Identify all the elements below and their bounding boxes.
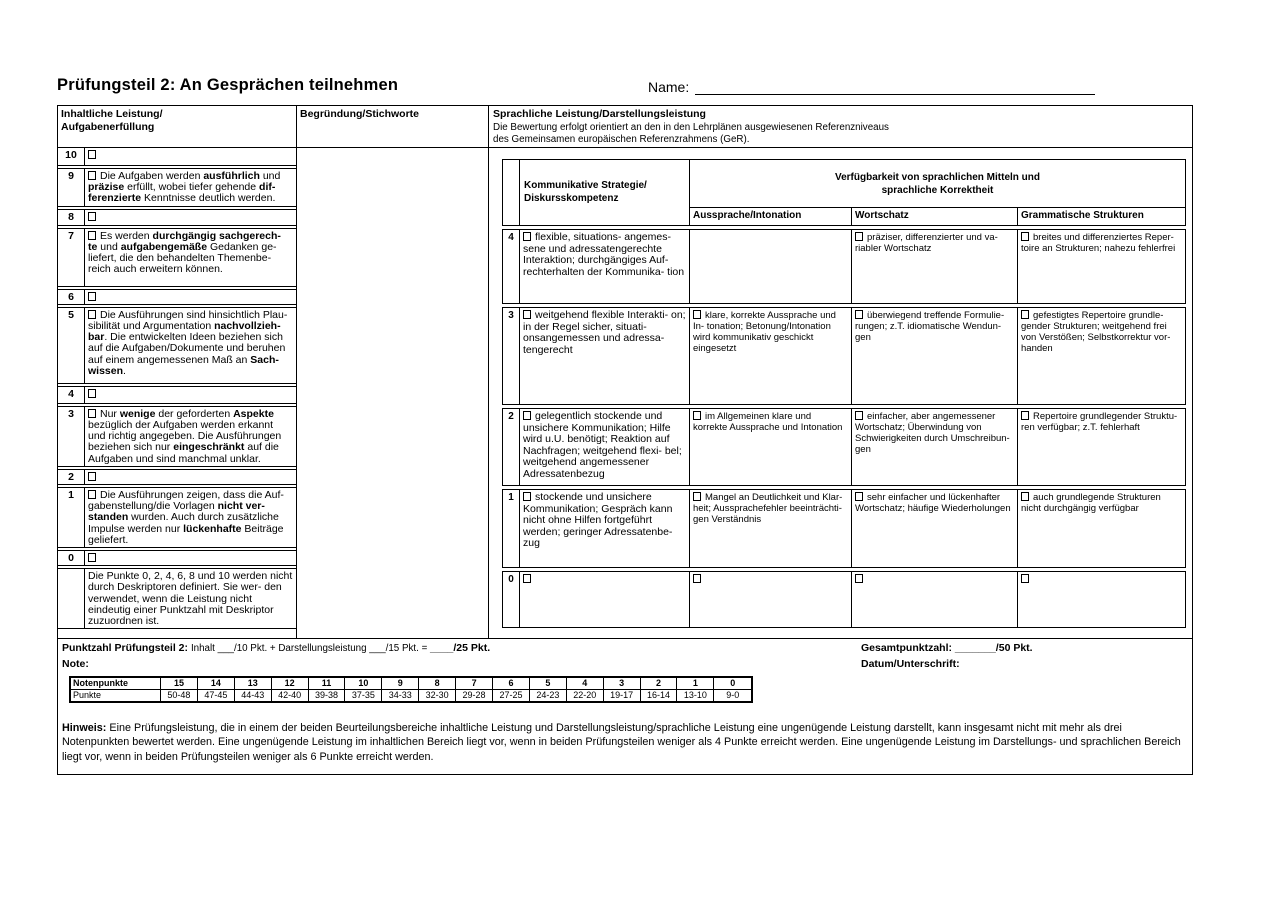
- descriptor-cell: [85, 569, 296, 628]
- grade-cell: 8: [419, 678, 456, 689]
- grammatik-cell: [1018, 308, 1185, 404]
- inhalt-row-7: [58, 228, 296, 287]
- grade-cell: 0: [730, 678, 736, 688]
- grade-cell: 24-23: [530, 690, 567, 701]
- kommunikative-cell: [520, 308, 690, 404]
- grade-cell: 50-48: [161, 690, 198, 701]
- grammatik-cell: [1018, 490, 1185, 567]
- grade-cell: 11: [309, 678, 346, 689]
- grammatik-cell: [1018, 230, 1185, 303]
- header-subtext: [493, 122, 1188, 146]
- checkbox-icon[interactable]: [693, 492, 701, 501]
- points-cell: 7: [58, 229, 85, 286]
- descriptor-text: Die Aufgaben werden ausführlich und präzise erfüllt, wobei tiefer gehende dif- ferenzierte Kenntnisse deutlich werden.: [88, 170, 281, 205]
- inhaltliche-leistung-header: [58, 106, 297, 147]
- points-cell: 0: [503, 572, 520, 627]
- grade-cell: 5: [530, 678, 567, 689]
- hinweis-paragraph: Hinweis: Eine Prüfungsleistung, die in einem der beiden Beurteilungsbereiche inhaltliche Leistung und Darstellungsleistung/sprachliche Leistung eine ungenügende Leistung darstellt, kann insgesamt nicht mit mehr als drei Notenpunkten bewertet werden. Eine ungenügende Leistung im inhaltlichen Bereich liegt vor, wenn in beiden Prüfungsteilen weniger als 4 Punkte erreicht werden. Eine ungenügende Leistung im Darstellungs- und sprachlichen Bereich liegt vor, wenn in beiden Prüfungsteilen weniger als 6 Punkte erreicht werden.: [62, 722, 1181, 763]
- checkbox-icon[interactable]: [1021, 310, 1029, 319]
- points-cell: 8: [58, 210, 85, 225]
- kommunikative-cell: [520, 409, 690, 485]
- subtext-line: des Gemeinsamen europäischen Referenzrahmens (GeR).: [493, 133, 750, 145]
- descriptor-text: auch grundlegende Strukturen nicht durchgängig verfügbar: [1021, 492, 1161, 514]
- sprachlich-table-header: [502, 159, 1186, 226]
- grade-cell: 19-17: [604, 690, 641, 701]
- grade-cell: 47-45: [198, 690, 235, 701]
- checkbox-icon[interactable]: [523, 574, 531, 583]
- aussprache-header: Aussprache/Intonation: [690, 208, 852, 225]
- notenpunkte-label: Notenpunkte: [71, 678, 161, 689]
- grade-cell: 6: [493, 678, 530, 689]
- checkbox-icon[interactable]: [1021, 574, 1029, 583]
- checkbox-icon[interactable]: [855, 232, 863, 241]
- descriptor-cell: [85, 488, 296, 547]
- checkbox-icon[interactable]: [523, 411, 531, 420]
- checkbox-icon[interactable]: [1021, 492, 1029, 501]
- form-footer: [58, 638, 1192, 774]
- punkte-label: Punkte: [71, 690, 161, 701]
- grade-cell: 42-40: [272, 690, 309, 701]
- descriptor-text: Die Ausführungen zeigen, dass die Auf- gabenstellung/die Vorlagen nicht ver- standen wurden. Auch durch zusätzliche Impulse werden nur lückenhafte Beiträge geliefert.: [88, 489, 284, 546]
- grade-cell: 14: [198, 678, 235, 689]
- sprachlich-row-3: [502, 307, 1186, 405]
- subtext-line: Die Bewertung erfolgt orientiert an den in den Lehrplänen ausgewiesenen Referenzniveaus: [493, 122, 889, 133]
- grade-cell: 1: [677, 678, 714, 689]
- descriptor-text: flexible, situations- angemes- sene und adressatengerechte Interaktion; durchgängiges Auf- rechterhalten der Kommunika- tion: [523, 231, 685, 278]
- grade-cell: 9-0: [726, 690, 740, 700]
- descriptor-cell: [85, 229, 296, 286]
- points-cell: 10: [58, 148, 85, 165]
- sprachliche-leistung-header: [489, 106, 1192, 147]
- aussprache-cell: [690, 308, 852, 404]
- grade-cell: 16-14: [641, 690, 678, 701]
- grade-cell: 10: [345, 678, 382, 689]
- kommunikative-strategie-header: [520, 160, 690, 225]
- inhalt-row-9: [58, 168, 296, 207]
- descriptor-text: überwiegend treffende Formulie- rungen; z.T. idiomatische Wendun- gen: [855, 310, 1005, 343]
- points-cell: 1: [503, 490, 520, 567]
- descriptor-cell: [85, 407, 296, 466]
- checkbox-icon[interactable]: [855, 411, 863, 420]
- inhalt-row-note: [58, 568, 296, 629]
- sprachliche-leistung-column: [489, 148, 1192, 638]
- checkbox-icon[interactable]: [855, 492, 863, 501]
- page-title: Prüfungsteil 2: An Gesprächen teilnehmen: [57, 76, 399, 94]
- inhalt-row-4: [58, 386, 296, 404]
- grade-cell: 22-20: [567, 690, 604, 701]
- inhalt-row-5: [58, 307, 296, 384]
- wortschatz-header: Wortschatz: [852, 208, 1018, 225]
- grade-cell: 7: [456, 678, 493, 689]
- checkbox-icon[interactable]: [693, 574, 701, 583]
- kommunikative-cell: [520, 490, 690, 567]
- descriptor-text: Die Ausführungen sind hinsichtlich Plau- sibilität und Argumentation nachvollzieh- bar. Die entwickelten Ideen beziehen sich auf die Aufgaben/Dokumente und beruhen auf einem angemessenen Maß an Sach- wissen.: [88, 308, 288, 377]
- grade-cell: 29-28: [456, 690, 493, 701]
- grade-cell: 44-43: [235, 690, 272, 701]
- points-cell: 1: [58, 488, 85, 547]
- checkbox-icon[interactable]: [855, 574, 863, 583]
- checkbox-icon[interactable]: [88, 150, 96, 159]
- descriptor-cell: [85, 290, 296, 304]
- header-line: sprachliche Korrektheit: [881, 184, 994, 196]
- grade-cell: 2: [641, 678, 678, 689]
- points-cell: 3: [503, 308, 520, 404]
- wortschatz-cell: [852, 308, 1018, 404]
- descriptor-text: breites und differenziertes Reper- toire an Strukturen; nahezu fehlerfrei: [1021, 232, 1176, 254]
- grade-cell: 13-10: [677, 690, 714, 701]
- name-line: [695, 81, 1095, 95]
- grade-cell: 15: [161, 678, 198, 689]
- checkbox-icon[interactable]: [88, 553, 96, 562]
- inhaltliche-leistung-column: [58, 148, 297, 638]
- header-line: Diskursskompetenz: [524, 192, 619, 204]
- checkbox-icon[interactable]: [1021, 411, 1029, 420]
- header-line: Kommunikative Strategie/: [524, 180, 647, 191]
- grade-cell: 9: [382, 678, 419, 689]
- points-header-cell: [503, 160, 520, 225]
- grammatik-cell: [1018, 572, 1185, 627]
- inhalt-row-6: [58, 289, 296, 305]
- checkbox-icon[interactable]: [693, 411, 701, 420]
- title-bar: [57, 76, 1193, 95]
- points-cell: 0: [58, 551, 85, 565]
- evaluation-table: [57, 105, 1193, 775]
- descriptor-cell: [85, 210, 296, 225]
- checkbox-icon[interactable]: [88, 231, 96, 240]
- verfuegbarkeit-header: [690, 160, 1185, 208]
- descriptor-cell: [85, 551, 296, 565]
- descriptor-text: gelegentlich stockende und unsichere Kommunikation; Hilfe wird u.U. benötigt; Reaktion auf Nachfragen; weitgehend flexi- bel; weitgehend angemessener Adressatenbezug: [523, 410, 682, 480]
- wortschatz-cell: [852, 490, 1018, 567]
- gesamtpunktzahl-line: Gesamtpunktzahl: _______/50 Pkt.: [861, 642, 1033, 654]
- descriptor-cell: [85, 169, 296, 206]
- checkbox-icon[interactable]: [88, 171, 96, 180]
- inhalt-row-1: [58, 487, 296, 548]
- checkbox-icon[interactable]: [88, 292, 96, 301]
- descriptor-cell: [85, 308, 296, 383]
- checkbox-icon[interactable]: [88, 389, 96, 398]
- descriptor-cell: [85, 148, 296, 165]
- kommunikative-cell: [520, 230, 690, 303]
- grade-cell: 37-35: [345, 690, 382, 701]
- descriptor-text: im Allgemeinen klare und korrekte Aussprache und Intonation: [693, 411, 843, 433]
- punktzahl-row: [58, 639, 1192, 654]
- wortschatz-cell: [852, 409, 1018, 485]
- descriptor-text: gefestigtes Repertoire grundle- gender Strukturen; weitgehend frei von Verstößen; Selbstkorrektur vor- handen: [1021, 310, 1171, 354]
- grade-cell: 32-30: [419, 690, 456, 701]
- checkbox-icon[interactable]: [523, 232, 531, 241]
- descriptor-text: Mangel an Deutlichkeit und Klar- heit; Aussprachefehler beeinträchti- gen Verständnis: [693, 492, 843, 525]
- notenpunkte-row: [71, 678, 751, 690]
- wortschatz-cell: [852, 230, 1018, 303]
- descriptor-text: Die Punkte 0, 2, 4, 6, 8 und 10 werden nicht durch Deskriptoren definiert. Sie wer- den verwendet, wenn die Leistung nicht eindeutig einer Punktzahl mit Deskriptor zuzuordnen ist.: [88, 570, 293, 628]
- descriptor-text: klare, korrekte Aussprache und In- tonation; Betonung/Intonation wird kommunikativ geschickt eingesetzt: [693, 310, 836, 354]
- descriptor-text: stockende und unsichere Kommunikation; Gespräch kann nicht ohne Hilfen fortgeführt werden; geringer Adressatenbe- zug: [523, 491, 673, 549]
- grade-conversion-table: [69, 676, 753, 703]
- punkte-row: [71, 690, 751, 701]
- descriptor-text: Nur wenige der geforderten Aspekte bezüglich der Aufgaben werden erkannt und richtig angegeben. Die Ausführungen beziehen sich nur eingeschränkt auf die Aufgaben und sind manchmal unklar.: [88, 407, 282, 465]
- grammatik-cell: [1018, 409, 1185, 485]
- sprachlich-row-2: [502, 408, 1186, 486]
- descriptor-text: einfacher, aber angemessener Wortschatz; Überwindung von Schwierigkeiten durch Umschreibun- gen: [855, 411, 1010, 455]
- aussprache-cell: [690, 572, 852, 627]
- points-cell: [58, 569, 85, 628]
- datum-unterschrift-label: Datum/Unterschrift:: [861, 658, 960, 670]
- grade-cell: 39-38: [309, 690, 346, 701]
- checkbox-icon[interactable]: [88, 310, 96, 319]
- points-cell: 4: [58, 387, 85, 403]
- aussprache-cell: [690, 490, 852, 567]
- grade-cell: 27-25: [493, 690, 530, 701]
- descriptor-cell: [85, 387, 296, 403]
- grade-cell: 4: [567, 678, 604, 689]
- inhalt-row-0: [58, 550, 296, 566]
- header-line: Verfügbarkeit von sprachlichen Mitteln und: [834, 171, 1041, 183]
- table-body: [58, 148, 1192, 638]
- descriptor-text: weitgehend flexible Interakti- on; in der Regel sicher, situati- onsangemessen und adressa- tengerecht: [523, 309, 686, 356]
- wortschatz-cell: [852, 572, 1018, 627]
- grade-cell: 34-33: [382, 690, 419, 701]
- sprachlich-row-1: [502, 489, 1186, 568]
- subcolumn-headers: [690, 208, 1185, 225]
- descriptor-text: Repertoire grundlegender Struktu- ren verfügbar; z.T. fehlerhaft: [1021, 411, 1178, 433]
- descriptor-text: präziser, differenzierter und va- riabler Wortschatz: [855, 232, 998, 254]
- grade-cell: 12: [272, 678, 309, 689]
- inhalt-row-3: [58, 406, 296, 467]
- grade-cell: 13: [235, 678, 272, 689]
- descriptor-text: sehr einfacher und lückenhafter Wortschatz; häufige Wiederholungen: [855, 492, 1011, 514]
- checkbox-icon[interactable]: [693, 310, 701, 319]
- checkbox-icon[interactable]: [523, 492, 531, 501]
- points-cell: 3: [58, 407, 85, 466]
- note-row: [58, 654, 1192, 672]
- note-label: Note:: [62, 658, 89, 670]
- inhalt-row-10: [58, 148, 296, 166]
- checkbox-icon[interactable]: [88, 472, 96, 481]
- header-title: Sprachliche Leistung/Darstellungsleistung: [493, 108, 706, 120]
- inhalt-row-8: [58, 209, 296, 226]
- kommunikative-cell: [520, 572, 690, 627]
- aussprache-cell: [690, 409, 852, 485]
- points-cell: 6: [58, 290, 85, 304]
- points-cell: 5: [58, 308, 85, 383]
- descriptor-cell: [85, 470, 296, 484]
- checkbox-icon[interactable]: [855, 310, 863, 319]
- sprachlich-row-4: [502, 229, 1186, 304]
- name-field: [648, 79, 1193, 95]
- points-cell: 2: [503, 409, 520, 485]
- grade-cell: 3: [604, 678, 641, 689]
- checkbox-icon[interactable]: [523, 310, 531, 319]
- checkbox-icon[interactable]: [88, 212, 96, 221]
- aussprache-cell: [690, 230, 852, 303]
- checkbox-icon[interactable]: [88, 409, 96, 418]
- name-label: Name:: [648, 79, 690, 95]
- checkbox-icon[interactable]: [88, 490, 96, 499]
- checkbox-icon[interactable]: [1021, 232, 1029, 241]
- header-line: Inhaltliche Leistung/: [61, 108, 163, 120]
- descriptor-text: Es werden durchgängig sachgerech- te und aufgabengemäße Gedanken ge- liefert, die den behandelten Themenbe- reich auch erweitern können.: [88, 229, 281, 276]
- verfuegbarkeit-section: [690, 160, 1185, 225]
- points-cell: 2: [58, 470, 85, 484]
- punktzahl-line: Punktzahl Prüfungsteil 2: Inhalt ___/10 Pkt. + Darstellungsleistung ___/15 Pkt. = ____/25 Pkt.: [62, 642, 491, 654]
- table-header-row: [58, 106, 1192, 148]
- begruendung-notes-column: [297, 148, 489, 638]
- grammatik-header: Grammatische Strukturen: [1021, 210, 1144, 221]
- sprachlich-row-0: [502, 571, 1186, 628]
- points-cell: 4: [503, 230, 520, 303]
- inhalt-row-2: [58, 469, 296, 485]
- header-line: Aufgabenerfüllung: [61, 120, 155, 133]
- points-cell: 9: [58, 169, 85, 206]
- begruendung-header: Begründung/Stichworte: [297, 106, 489, 147]
